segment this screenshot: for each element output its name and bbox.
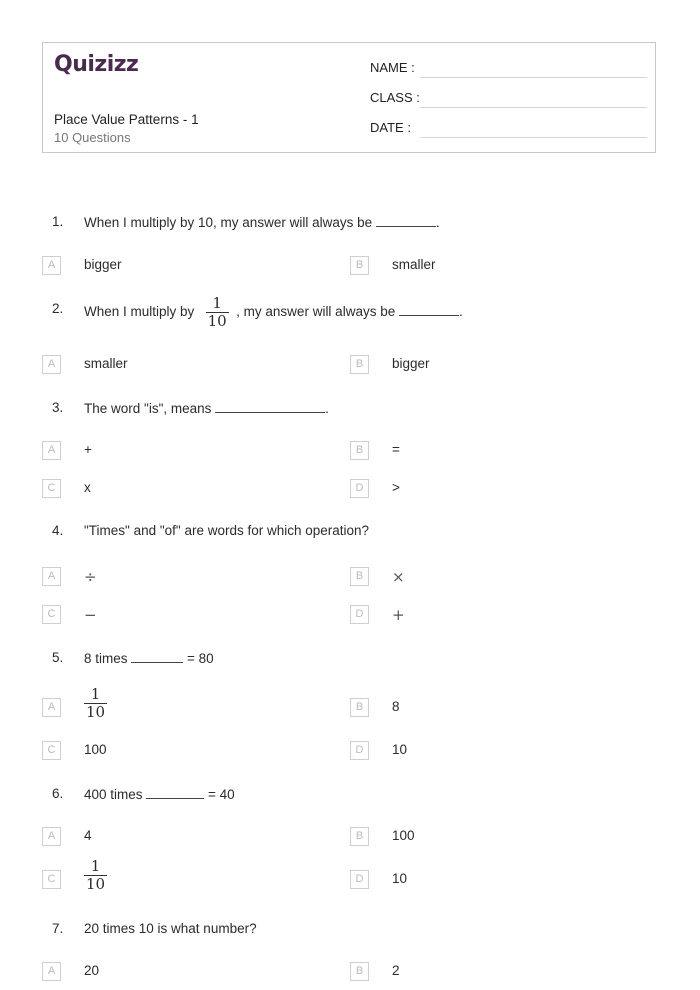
class-line[interactable] (420, 107, 647, 108)
question-text: When I multiply by $\frac{1}{10}$ , my answer will always be . (84, 294, 463, 330)
question-text: 400 times = 40 (84, 787, 235, 802)
option-letter-box: D (350, 741, 369, 760)
quizizz-logo: Quizizz (54, 52, 139, 77)
divide-symbol: ÷ (84, 568, 97, 586)
question-count: 10 Questions (54, 130, 131, 145)
option-letter-box: C (42, 741, 61, 760)
question-text: 8 times = 80 (84, 651, 214, 666)
fraction: $\frac{1}{10}$ (86, 685, 106, 721)
question-number: 1. (52, 214, 64, 229)
option-letter-box: B (350, 827, 369, 846)
worksheet-header (42, 42, 656, 153)
minus-symbol: − (84, 606, 97, 624)
question-text: When I multiply by 10, my answer will always be . (84, 215, 440, 230)
answer-blank (399, 303, 459, 316)
option-letter-box: D (350, 479, 369, 498)
option-letter-box: C (42, 605, 61, 624)
option-letter-box: C (42, 870, 61, 889)
answer-blank (215, 400, 325, 413)
answer-blank (376, 214, 436, 227)
worksheet-title: Place Value Patterns - 1 (54, 112, 199, 127)
name-label: NAME : (370, 60, 415, 75)
question-number: 3. (52, 400, 64, 415)
option-letter-box: B (350, 256, 369, 275)
option-letter-box: B (350, 962, 369, 981)
date-label: DATE : (370, 120, 411, 135)
option-letter-box: A (42, 355, 61, 374)
option-letter-box: B (350, 567, 369, 586)
option-letter-box: A (42, 256, 61, 275)
answer-blank (146, 786, 204, 799)
option-letter-box: A (42, 441, 61, 460)
class-label: CLASS : (370, 90, 420, 105)
question-text: The word "is", means . (84, 401, 329, 416)
option-letter-box: B (350, 441, 369, 460)
question-number: 7. (52, 921, 64, 936)
plus-symbol: + (392, 606, 405, 624)
question-number: 5. (52, 650, 64, 665)
option-letter-box: B (350, 698, 369, 717)
option-letter-box: C (42, 479, 61, 498)
option-letter-box: D (350, 870, 369, 889)
option-letter-box: A (42, 827, 61, 846)
multiply-symbol: × (392, 568, 405, 586)
option-letter-box: D (350, 605, 369, 624)
question-text: 20 times 10 is what number? (84, 921, 257, 936)
option-letter-box: A (42, 962, 61, 981)
question-number: 2. (52, 301, 64, 316)
date-line[interactable] (420, 137, 647, 138)
option-letter-box: B (350, 355, 369, 374)
question-number: 6. (52, 786, 64, 801)
fraction: $\frac{1}{10}$ (86, 857, 106, 893)
option-letter-box: A (42, 698, 61, 717)
answer-blank (131, 650, 183, 663)
option-letter-box: A (42, 567, 61, 586)
question-text: "Times" and "of" are words for which operation? (84, 523, 370, 538)
fraction: $\frac{1}{10}$ (207, 294, 227, 330)
name-line[interactable] (420, 77, 647, 78)
question-number: 4. (52, 523, 64, 538)
